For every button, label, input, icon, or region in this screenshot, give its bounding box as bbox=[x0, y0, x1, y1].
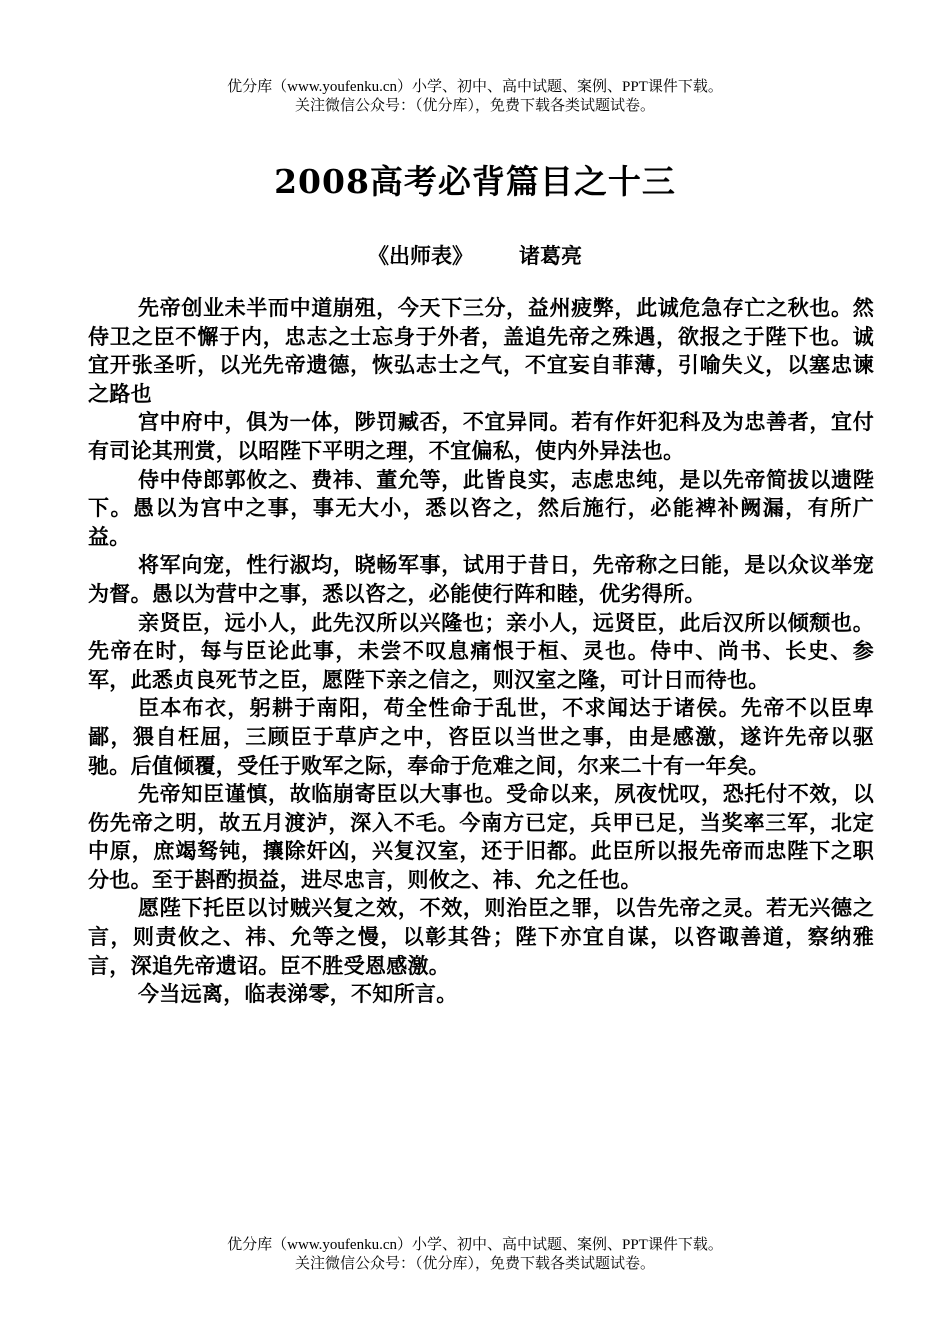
header-line-2: 关注微信公众号：（优分库），免费下载各类试题试卷。 bbox=[294, 98, 655, 114]
paragraph: 侍中侍郎郭攸之、费祎、董允等，此皆良实，志虑忠纯，是以先帝简拔以遗陛下。愚以为宫中之事，事无大小，悉以咨之，然后施行，必能裨补阙漏，有所广益。 bbox=[88, 466, 874, 549]
paragraph: 宫中府中，俱为一体，陟罚臧否，不宜异同。若有作奸犯科及为忠善者，宜付有司论其刑赏，以昭陛下平明之理，不宜偏私，使内外异法也。 bbox=[88, 409, 874, 463]
paragraph: 将军向宠，性行淑均，晓畅军事，试用于昔日，先帝称之曰能，是以众议举宠为督。愚以为营中之事，悉以咨之，必能使行阵和睦，优劣得所。 bbox=[88, 552, 874, 606]
work-title: 《出师表》 bbox=[368, 243, 473, 268]
page-footer bbox=[0, 1236, 950, 1274]
paragraph: 今当远离，临表涕零，不知所言。 bbox=[138, 981, 458, 1007]
footer-line-1: 优分库（www.youfenku.cn）小学、初中、高中试题、案例、PPT课件下载。 bbox=[227, 1237, 723, 1253]
paragraph: 亲贤臣，远小人，此先汉所以兴隆也；亲小人，远贤臣，此后汉所以倾颓也。先帝在时，每与臣论此事，未尝不叹息痛恨于桓、灵也。侍中、尚书、长史、参军，此悉贞良死节之臣，愿陛下亲之信之，则汉室之隆，可计日而待也。 bbox=[88, 609, 874, 692]
author-name: 诸葛亮 bbox=[519, 243, 582, 268]
paragraph: 臣本布衣，躬耕于南阳，苟全性命于乱世，不求闻达于诸侯。先帝不以臣卑鄙，猥自枉屈，三顾臣于草庐之中，咨臣以当世之事，由是感激，遂许先帝以驱驰。后值倾覆，受任于败军之际，奉命于危难之间，尔来二十有一年矣。 bbox=[88, 695, 874, 778]
page-header bbox=[0, 78, 950, 116]
document-title: 2008高考必背篇目之十三 bbox=[274, 162, 676, 201]
paragraph: 愿陛下托臣以讨贼兴复之效，不效，则治臣之罪，以告先帝之灵。若无兴德之言，则责攸之、祎、允等之慢，以彰其咎；陛下亦宜自谋，以咨诹善道，察纳雅言，深追先帝遗诏。臣不胜受恩感激。 bbox=[88, 895, 874, 978]
footer-line-2: 关注微信公众号：（优分库），免费下载各类试题试卷。 bbox=[294, 1256, 655, 1272]
document-body bbox=[88, 294, 874, 1009]
paragraph: 先帝知臣谨慎，故临崩寄臣以大事也。受命以来，夙夜忧叹，恐托付不效，以伤先帝之明，故五月渡泸，深入不毛。今南方已定，兵甲已足，当奖率三军，北定中原，庶竭驽钝，攘除奸凶，兴复汉室，还于旧都。此臣所以报先帝而忠陛下之职分也。至于斟酌损益，进尽忠言，则攸之、祎、允之任也。 bbox=[88, 781, 874, 892]
header-line-1: 优分库（www.youfenku.cn）小学、初中、高中试题、案例、PPT课件下载。 bbox=[227, 79, 723, 95]
paragraph: 先帝创业未半而中道崩殂，今天下三分，益州疲弊，此诚危急存亡之秋也。然侍卫之臣不懈于内，忠志之士忘身于外者，盖追先帝之殊遇，欲报之于陛下也。诚宜开张圣听，以光先帝遗德，恢弘志士之气，不宜妄自菲薄，引喻失义，以塞忠谏之路也 bbox=[88, 295, 874, 406]
document-subtitle bbox=[0, 242, 950, 270]
